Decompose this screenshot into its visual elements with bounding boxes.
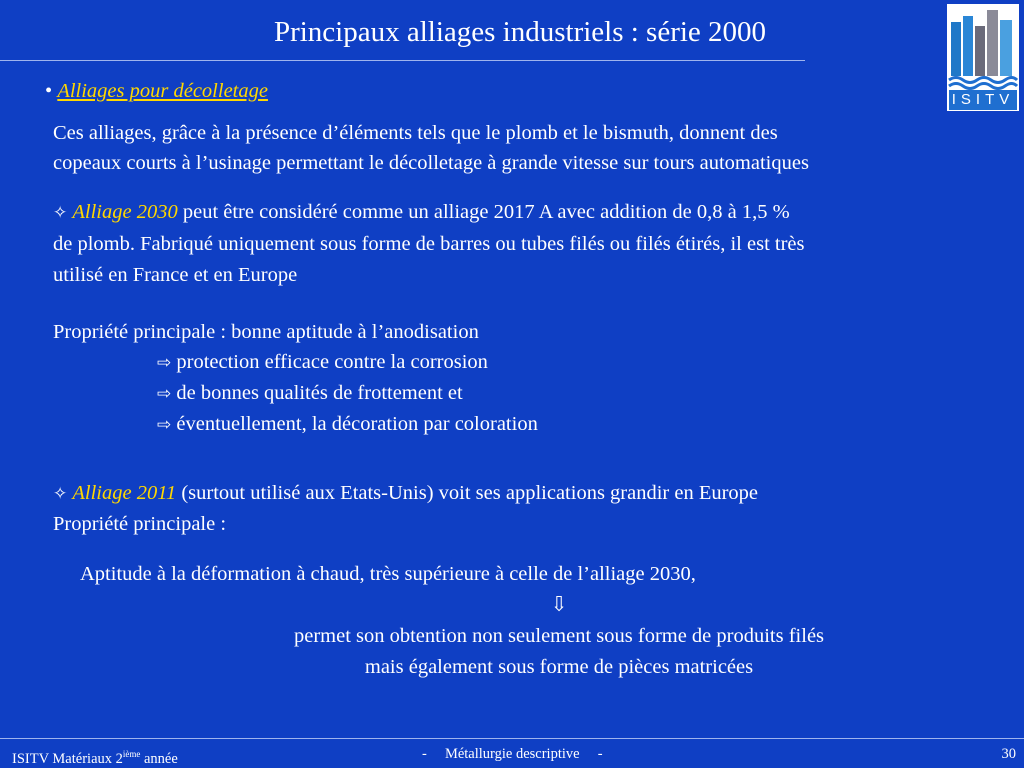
- logo-text: ISITV: [951, 91, 1015, 108]
- property-item-text: éventuellement, la décoration par coloration: [176, 413, 538, 435]
- arrow-right-icon: ⇨: [157, 415, 172, 435]
- footer-course: ISITV Matériaux 2: [12, 750, 123, 767]
- footer-divider: [0, 738, 1024, 739]
- bullet: •: [45, 80, 58, 102]
- page-number: 30: [1001, 746, 1016, 762]
- intro-line-1: Ces alliages, grâce à la présence d’éléments tels que le plomb et le bismuth, donnent des: [53, 122, 778, 144]
- isitv-logo: [947, 4, 1019, 111]
- property-item-text: de bonnes qualités de frottement et: [176, 382, 463, 404]
- down-arrow-icon: ⇩: [550, 594, 568, 616]
- footer-year: année: [144, 750, 178, 767]
- arrow-right-icon: ⇨: [157, 353, 172, 373]
- alloy-2011-line-1: [53, 478, 758, 509]
- alloy-2011-text: (surtout utilisé aux Etats-Unis) voit ses applications grandir en Europe: [181, 482, 759, 504]
- alloy-2011-name: Alliage 2011: [72, 482, 177, 504]
- title-divider: [0, 60, 805, 61]
- alloy-2030-name: Alliage 2030: [72, 201, 178, 223]
- star-icon: ✧: [53, 203, 68, 223]
- arrow-right-icon: ⇨: [157, 384, 172, 404]
- result-line-1: permet son obtention non seulement sous forme de produits filés: [293, 625, 825, 647]
- slide-title: Principaux alliages industriels : série 2000: [273, 16, 767, 48]
- footer-ordinal: ième: [122, 749, 141, 759]
- section-heading: Alliages pour décolletage: [57, 80, 268, 102]
- alloy-2011-line-2: Propriété principale :: [53, 513, 227, 535]
- intro-line-2: copeaux courts à l’usinage permettant le décolletage à grande vitesse sur tours automatiques: [53, 152, 809, 174]
- footer-center: - Métallurgie descriptive -: [422, 746, 603, 762]
- alloy-2030-line-2: de plomb. Fabriqué uniquement sous forme de barres ou tubes filés ou filés étirés, il est très: [53, 233, 805, 255]
- alloy-2030-text: peut être considéré comme un alliage 2017 A avec addition de 0,8 à 1,5 %: [182, 201, 790, 223]
- result-line-2: mais également sous forme de pièces matricées: [364, 656, 754, 678]
- property-item: [157, 347, 488, 378]
- property-line: Propriété principale : bonne aptitude à l’anodisation: [53, 321, 479, 343]
- footer-left: [12, 745, 178, 768]
- section-heading-row: [45, 76, 268, 106]
- aptitude-line: Aptitude à la déformation à chaud, très supérieure à celle de l’alliage 2030,: [80, 563, 696, 585]
- property-item-text: protection efficace contre la corrosion: [176, 351, 488, 373]
- star-icon: ✧: [53, 484, 68, 504]
- alloy-2030-line-3: utilisé en France et en Europe: [53, 264, 298, 286]
- property-item: [157, 378, 463, 409]
- property-item: [157, 409, 538, 440]
- alloy-2030-line-1: [53, 197, 790, 228]
